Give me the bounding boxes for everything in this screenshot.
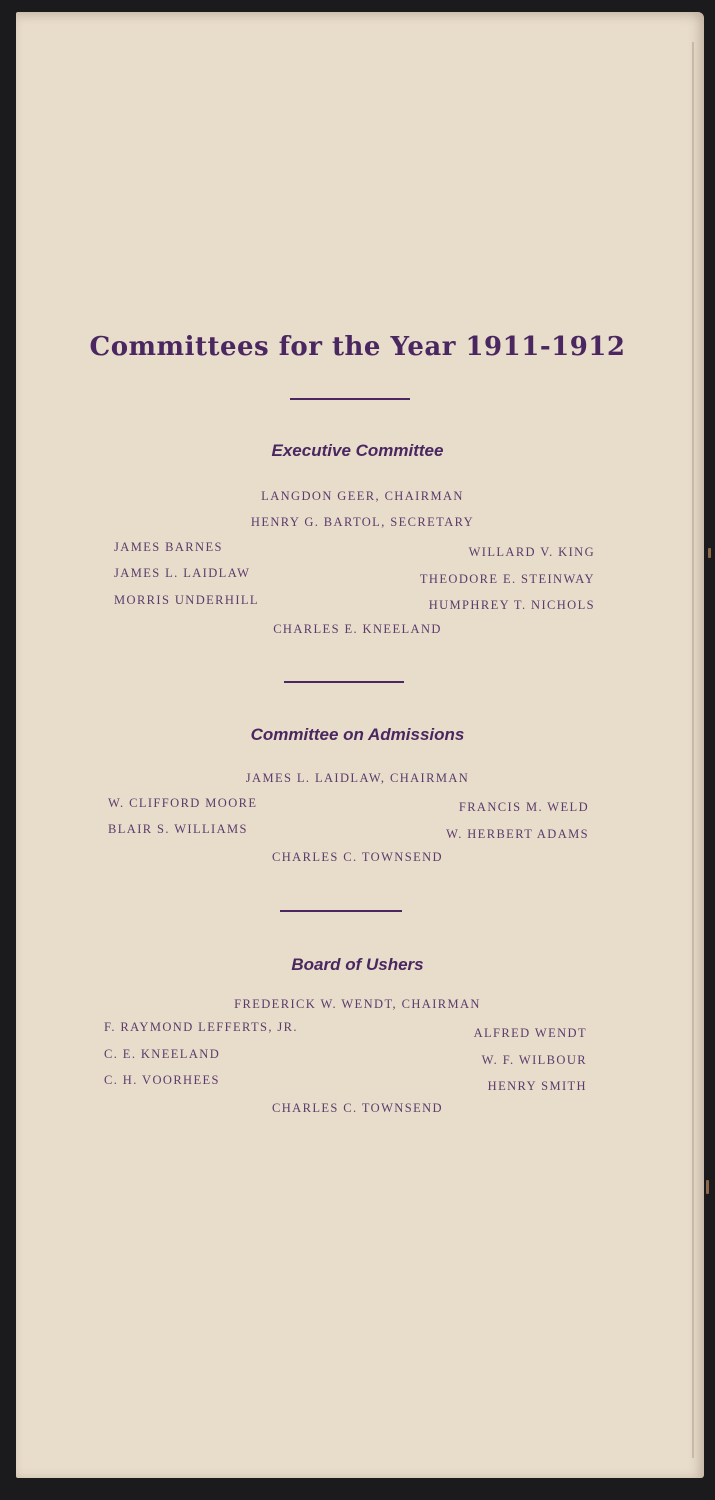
- executive-member-last: CHARLES E. KNEELAND: [273, 622, 442, 636]
- admissions-member-left-1: W. CLIFFORD MOORE: [108, 796, 258, 810]
- section-heading-executive: Executive Committee: [271, 441, 444, 460]
- title-rule: [290, 398, 410, 400]
- admissions-member-left-2: BLAIR S. WILLIAMS: [108, 822, 248, 836]
- ushers-member-right-2: W. F. WILBOUR: [481, 1053, 587, 1067]
- ushers-member-left-2: C. E. KNEELAND: [104, 1047, 221, 1061]
- executive-member-left-1: JAMES BARNES: [114, 540, 223, 554]
- section-heading-admissions: Committee on Admissions: [250, 725, 465, 744]
- page-title: Committees for the Year 1911-1912: [89, 332, 626, 362]
- ushers-chairman: FREDERICK W. WENDT, CHAIRMAN: [234, 997, 481, 1011]
- section-heading-ushers: Board of Ushers: [291, 955, 424, 974]
- edge-wear-mark: [706, 1180, 709, 1194]
- ushers-member-right-1: ALFRED WENDT: [473, 1026, 587, 1040]
- executive-member-left-3: MORRIS UNDERHILL: [114, 593, 259, 607]
- executive-member-right-2: THEODORE E. STEINWAY: [419, 572, 595, 586]
- executive-member-right-3: HUMPHREY T. NICHOLS: [428, 598, 595, 612]
- ushers-member-right-3: HENRY SMITH: [487, 1079, 587, 1093]
- admissions-member-right-2: W. HERBERT ADAMS: [446, 827, 589, 841]
- ushers-member-left-3: C. H. VOORHEES: [104, 1073, 220, 1087]
- ushers-member-last: CHARLES C. TOWNSEND: [272, 1101, 443, 1115]
- admissions-member-last: CHARLES C. TOWNSEND: [272, 850, 443, 864]
- admissions-chairman: JAMES L. LAIDLAW, CHAIRMAN: [245, 771, 470, 785]
- executive-member-left-2: JAMES L. LAIDLAW: [114, 566, 251, 580]
- section-rule: [284, 681, 404, 683]
- executive-chairman: LANGDON GEER, CHAIRMAN: [261, 489, 464, 503]
- section-rule: [280, 910, 402, 912]
- executive-secretary: HENRY G. BARTOL, SECRETARY: [250, 515, 475, 529]
- executive-member-right-1: WILLARD V. KING: [468, 545, 595, 559]
- ushers-member-left-1: F. RAYMOND LEFFERTS, JR.: [104, 1020, 298, 1034]
- program-page: [16, 12, 704, 1478]
- edge-wear-mark: [708, 548, 711, 558]
- admissions-member-right-1: FRANCIS M. WELD: [458, 800, 589, 814]
